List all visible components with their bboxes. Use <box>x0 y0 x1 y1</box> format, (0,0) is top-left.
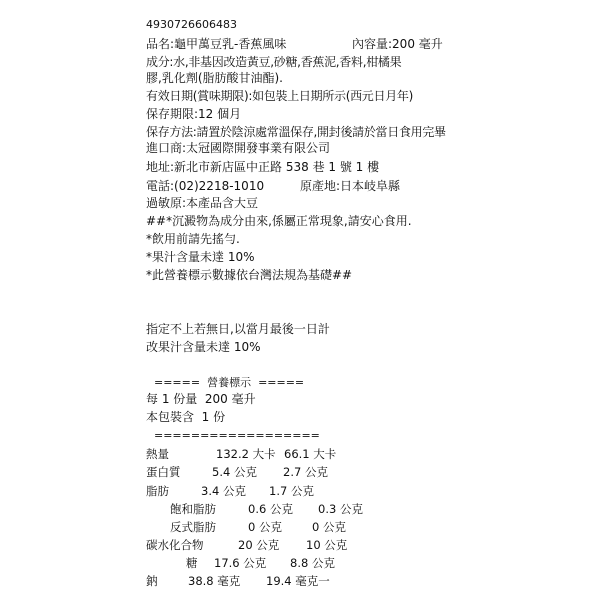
nutrient-per-serving: 5.4 公克 <box>212 465 257 479</box>
note-line: ##*沉澱物為成分由來,係屬正常現象,請安心食用. <box>146 214 412 228</box>
importer-text: 進口商:太冠國際開發事業有限公司 <box>146 141 331 155</box>
nutrient-per-100: 2.7 公克 <box>283 465 328 479</box>
nutrient-per-100: 66.1 大卡 <box>284 447 337 461</box>
ingredients-line-2: 膠,乳化劑(脂肪酸甘油酯). <box>146 71 283 85</box>
note-line: *此營養標示數據依台灣法規為基礎## <box>146 268 353 282</box>
allergen-text: 過敏原:本產品含大豆 <box>146 196 259 210</box>
nutrient-name: 脂肪 <box>146 484 169 498</box>
expiry-text: 有效日期(賞味期限):如包裝上日期所示(西元日月年) <box>146 89 413 103</box>
product-name: 品名:龜甲萬豆乳-香蕉風味 <box>146 37 287 51</box>
nutrient-name: 反式脂肪 <box>170 520 216 534</box>
origin-text: 原產地:日本岐阜縣 <box>300 179 401 193</box>
nutrient-per-serving: 38.8 毫克 <box>188 574 241 588</box>
shelf-life-text: 保存期限:12 個月 <box>146 107 242 121</box>
nutrient-name: 蛋白質 <box>146 465 181 479</box>
nutrient-per-serving: 0 公克 <box>248 520 282 534</box>
nutrient-name: 熱量 <box>146 447 169 461</box>
ingredients-line-1: 成分:水,非基因改造黃豆,砂糖,香蕉泥,香料,柑橘果 <box>146 55 402 69</box>
nutrient-per-100: 8.8 公克 <box>290 556 335 570</box>
nutrition-header: ===== 營養標示 ===== <box>154 376 305 389</box>
nutrient-per-100: 0.3 公克 <box>318 502 363 516</box>
storage-text: 保存方法:請置於陰涼處常溫保存,開封後請於當日食用完畢 <box>146 125 446 139</box>
nutrient-per-100: 10 公克 <box>306 538 348 552</box>
nutrition-divider: ================== <box>154 429 320 442</box>
nutrient-per-100: 1.7 公克 <box>269 484 314 498</box>
nutrient-per-serving: 132.2 大卡 <box>216 447 276 461</box>
nutrition-servings-per-pack: 本包裝含 1 份 <box>146 410 226 424</box>
barcode-number: 4930726606483 <box>146 18 237 31</box>
note2-line: 改果汁含量未達 10% <box>146 340 261 354</box>
nutrient-name: 糖 <box>186 556 198 570</box>
note-line: *飲用前請先搖勻. <box>146 232 240 246</box>
nutrient-per-100: 0 公克 <box>312 520 346 534</box>
nutrient-name: 碳水化合物 <box>146 538 204 552</box>
nutrient-name: 飽和脂肪 <box>170 502 216 516</box>
nutrient-per-serving: 20 公克 <box>238 538 280 552</box>
nutrient-per-serving: 0.6 公克 <box>248 502 293 516</box>
product-content: 內容量:200 毫升 <box>352 37 443 51</box>
nutrient-per-serving: 17.6 公克 <box>214 556 267 570</box>
note2-line: 指定不上若無日,以當月最後一日計 <box>146 322 330 336</box>
nutrient-name: 鈉 <box>146 574 158 588</box>
phone-text: 電話:(02)2218-1010 <box>146 179 265 193</box>
note-line: *果汁含量未達 10% <box>146 250 255 264</box>
nutrient-per-serving: 3.4 公克 <box>201 484 246 498</box>
nutrient-per-100: 19.4 毫克一 <box>266 574 330 588</box>
nutrition-serving: 每 1 份量 200 毫升 <box>146 392 256 406</box>
address-text: 地址:新北市新店區中正路 538 巷 1 號 1 樓 <box>146 160 380 174</box>
